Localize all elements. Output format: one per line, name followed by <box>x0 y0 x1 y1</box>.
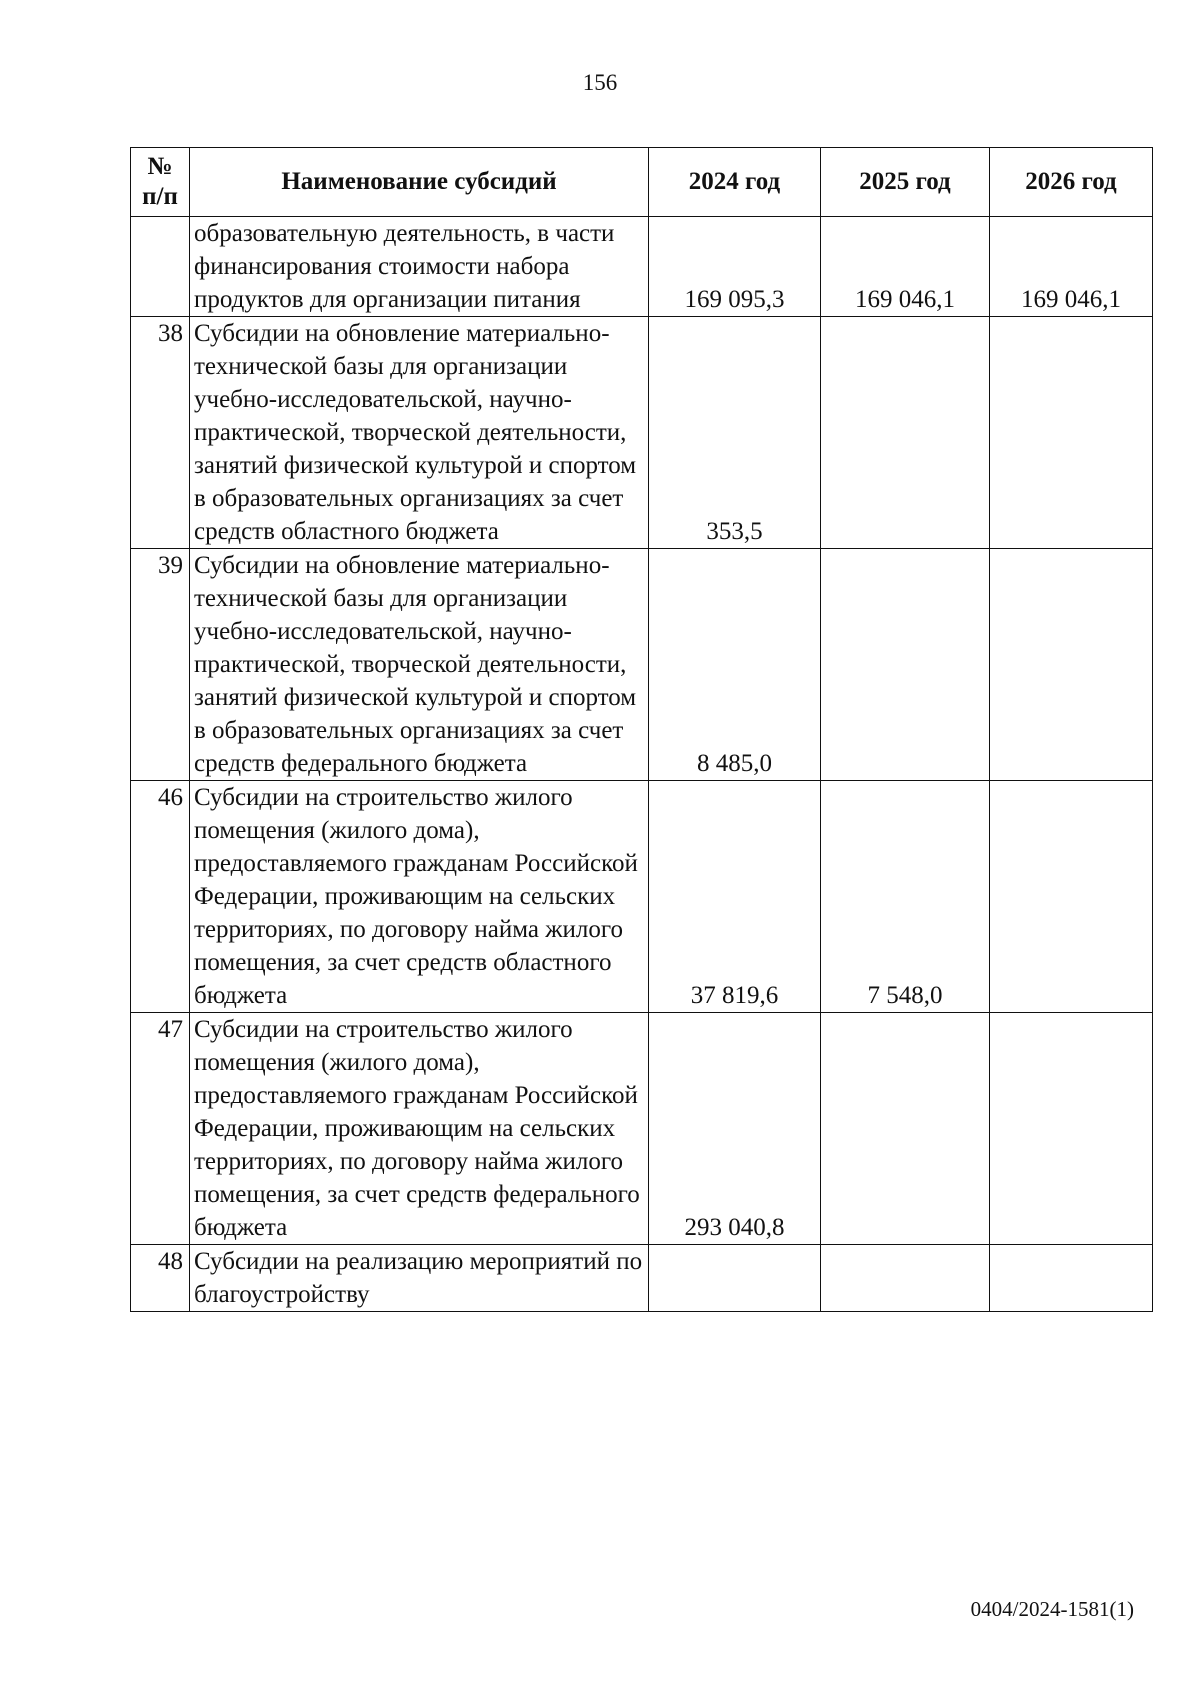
document-code: 0404/2024-1581(1) <box>970 1597 1134 1621</box>
header-2025: 2025 год <box>821 148 990 217</box>
row-value-2025: 7 548,0 <box>821 781 990 1013</box>
table-row <box>131 1245 1153 1312</box>
table-row <box>131 549 1153 781</box>
row-value-2024 <box>649 1245 821 1312</box>
table-row <box>131 781 1153 1013</box>
table-row <box>131 317 1153 549</box>
row-name: Субсидии на обновление материально-технической базы для организации учебно-исследовательской, научно-практической, творческой деятельности, занятий физической культурой и спортом в образовательных организациях за счет средств федерального бюджета <box>190 549 649 781</box>
table-row <box>131 217 1153 317</box>
row-value-2026: 169 046,1 <box>990 217 1153 317</box>
row-value-2026 <box>990 1013 1153 1245</box>
row-num <box>131 217 190 317</box>
header-2024: 2024 год <box>649 148 821 217</box>
header-name: Наименование субсидий <box>190 148 649 217</box>
row-name: Субсидии на реализацию мероприятий по благоустройству <box>190 1245 649 1312</box>
subsidies-table <box>130 147 1153 1312</box>
page-number: 156 <box>582 70 618 95</box>
header-2026: 2026 год <box>990 148 1153 217</box>
row-value-2025 <box>821 1013 990 1245</box>
row-value-2025 <box>821 317 990 549</box>
row-value-2026 <box>990 781 1153 1013</box>
row-value-2024: 8 485,0 <box>649 549 821 781</box>
row-num: 46 <box>131 781 190 1013</box>
row-value-2025 <box>821 549 990 781</box>
row-value-2024: 293 040,8 <box>649 1013 821 1245</box>
row-value-2025: 169 046,1 <box>821 217 990 317</box>
row-name: образовательную деятельность, в части финансирования стоимости набора продуктов для организации питания <box>190 217 649 317</box>
row-value-2026 <box>990 549 1153 781</box>
row-value-2024: 37 819,6 <box>649 781 821 1013</box>
row-name: Субсидии на строительство жилого помещения (жилого дома), предоставляемого гражданам Российской Федерации, проживающим на сельских территориях, по договору найма жилого помещения, за счет средств федерального бюджета <box>190 1013 649 1245</box>
header-num: № п/п <box>131 148 190 217</box>
row-name: Субсидии на обновление материально-технической базы для организации учебно-исследовательской, научно-практической, творческой деятельности, занятий физической культурой и спортом в образовательных организациях за счет средств областного бюджета <box>190 317 649 549</box>
row-value-2026 <box>990 1245 1153 1312</box>
table-header-row <box>131 148 1153 217</box>
row-num: 38 <box>131 317 190 549</box>
row-value-2024: 169 095,3 <box>649 217 821 317</box>
row-num: 47 <box>131 1013 190 1245</box>
row-value-2026 <box>990 317 1153 549</box>
row-num: 39 <box>131 549 190 781</box>
row-value-2025 <box>821 1245 990 1312</box>
row-name: Субсидии на строительство жилого помещения (жилого дома), предоставляемого гражданам Российской Федерации, проживающим на сельских территориях, по договору найма жилого помещения, за счет средств областного бюджета <box>190 781 649 1013</box>
row-num: 48 <box>131 1245 190 1312</box>
row-value-2024: 353,5 <box>649 317 821 549</box>
table-row <box>131 1013 1153 1245</box>
